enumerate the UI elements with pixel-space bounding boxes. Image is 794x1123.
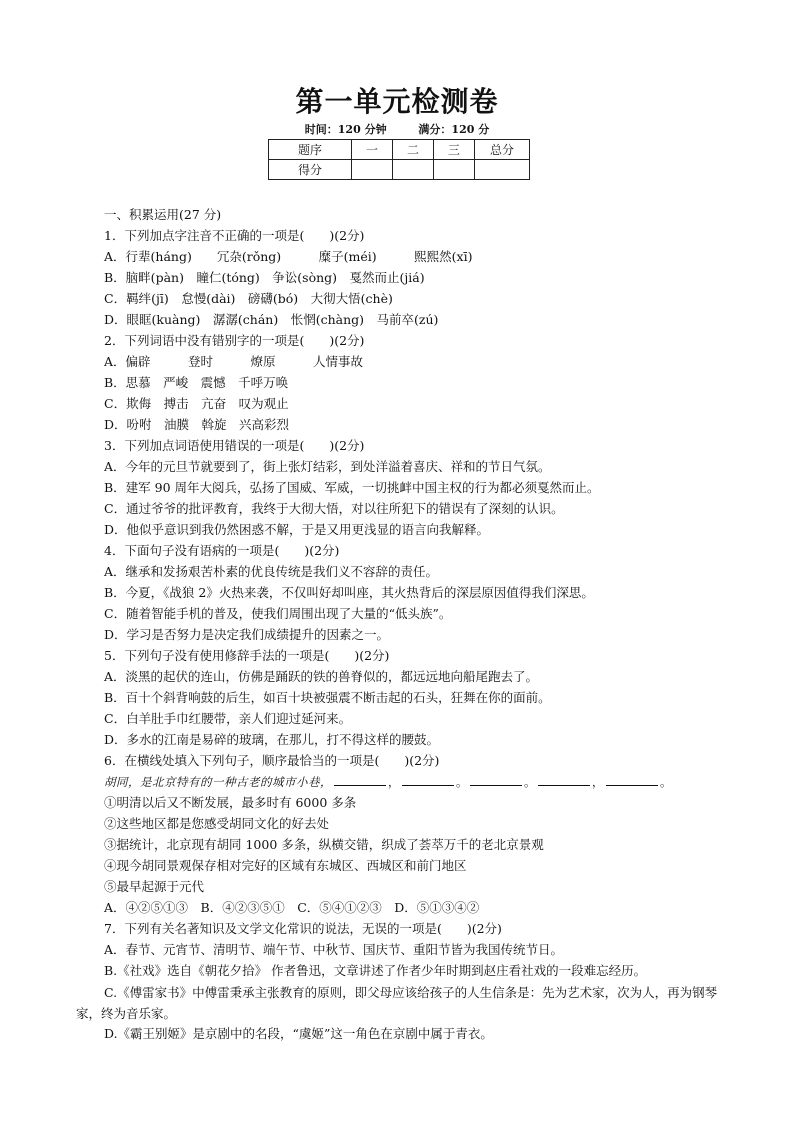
score-cell [393,160,434,180]
page-title: 第一单元检测卷 [295,85,499,118]
question-stem: 4．下面句子没有语病的一项是( )(2分) [104,543,340,558]
question-stem: 3．下列加点词语使用错误的一项是( )(2分) [104,438,365,453]
score-cell [434,160,475,180]
score-cell: 三 [434,140,475,160]
option-b: B．今夏，《战狼 2》火热来袭，不仅叫好却叫座，其火热背后的深层原因值得我们深思。 [104,585,594,600]
option-d: D．学习是否努力是决定我们成绩提升的因素之一。 [104,627,390,642]
option-c: C．通过爷爷的批评教育，我终于大彻大悟，对以往所犯下的错误有了深刻的认识。 [104,501,564,516]
options-row: A．④②⑤①③ B．④②③⑤① C．⑤④①②③ D．⑤①③④② [104,900,480,915]
question-stem: 5．下列句子没有使用修辞手法的一项是( )(2分) [104,648,390,663]
option-c: C．白羊肚手巾红腰带，亲人们迎过延河来。 [104,711,352,726]
option-a: A．今年的元旦节就要到了，街上张灯结彩，到处洋溢着喜庆、祥和的节日气氛。 [104,459,551,474]
question-stem: 2．下列词语中没有错别字的一项是( )(2分) [104,333,365,348]
score-cell: 总分 [475,140,530,160]
option-d: D．他似乎意识到我仍然困惑不解，于是又用更浅显的语言向我解释。 [104,522,490,537]
option-d: D．吩咐 油膜 斡旋 兴高彩烈 [104,417,290,432]
score-table-header-row [269,140,530,160]
option-b: B．百十个斜背响鼓的后生，如百十块被强震不断击起的石头，狂舞在你的面前。 [104,690,551,705]
option-b: B．思慕 严峻 震憾 千呼万唤 [104,375,289,390]
question-stem: 7．下列有关名著知识及文学文化常识的说法，无误的一项是( )(2分) [104,921,502,936]
option-a: A．继承和发扬艰苦朴素的优良传统是我们义不容辞的责任。 [104,564,439,579]
option-a: A．行辈(háng) 冗杂(rǒng) 糜子(méi) 熙熙然(xī) [104,249,473,264]
score-table [268,139,530,180]
option-b: B．建军 90 周年大阅兵，弘扬了国威、军威，一切挑衅中国主权的行为都必须戛然而止。 [104,480,600,495]
question-stem: 1．下列加点字注音不正确的一项是( )(2分) [104,228,365,243]
question-stem: 6．在横线处填入下列句子，顺序最恰当的一项是( )(2分) [104,753,440,768]
option-c: C．欺侮 搏击 亢奋 叹为观止 [104,396,289,411]
option-c: C．随着智能手机的普及，使我们周围出现了大量的“低头族”。 [104,606,452,621]
option-a: A．淡黑的起伏的连山，仿佛是踊跃的铁的兽脊似的，都远远地向船尾跑去了。 [104,669,539,684]
fill-in-passage: 胡同，是北京特有的一种古老的城市小巷， ， 。 。 ， 。 [104,775,672,789]
section-heading: 一、积累运用(27 分) [104,207,222,222]
answer-blank[interactable] [470,773,522,786]
exam-meta [0,121,794,137]
sentence-1: ①明清以后又不断发展，最多时有 6000 多条 [104,795,357,810]
score-cell: 一 [352,140,393,160]
option-b: B．脑畔(pàn) 瞳仁(tóng) 争讼(sòng) 戛然而止(jiá) [104,270,425,285]
score-cell [475,160,530,180]
option-d: D．眼眶(kuàng) 潺潺(chán) 怅惘(chàng) 马前卒(zú) [104,312,439,327]
option-a: A．偏辟 登时 燎原 人情事故 [104,354,364,369]
answer-blank[interactable] [402,773,454,786]
answer-blank[interactable] [538,773,590,786]
sentence-5: ⑤最早起源于元代 [104,879,205,894]
sentence-3: ③据统计，北京现有胡同 1000 多条，纵横交错，织成了荟萃万千的老北京景观 [104,837,544,852]
score-cell: 题序 [269,140,352,160]
time-limit: 时间：120 分钟 [304,123,387,136]
score-cell: 二 [393,140,434,160]
full-score: 满分：120 分 [418,123,490,136]
sentence-2: ②这些地区都是您感受胡同文化的好去处 [104,816,330,831]
score-table-score-row [269,160,530,180]
sentence-4: ④现今胡同景观保存相对完好的区域有东城区、西城区和前门地区 [104,858,467,873]
option-c: C.《傅雷家书》中傅雷秉承主张教育的原则，即父母应该给孩子的人生信条是：先为艺术家，次为人，再为钢琴家，终为音乐家。 [76,985,718,1021]
option-a: A．春节、元宵节、清明节、端午节、中秋节、国庆节、重阳节皆为我国传统节日。 [104,942,564,957]
option-b: B.《社戏》选自《朝花夕拾》 作者鲁迅，文章讲述了作者少年时期到赵庄看社戏的一段难忘经历。 [104,963,647,978]
passage-text: 胡同，是北京特有的一种古老的城市小巷， [104,775,332,789]
score-cell [352,160,393,180]
answer-blank[interactable] [334,773,386,786]
answer-blank[interactable] [606,773,658,786]
option-c: C．羁绊(jī) 怠慢(dài) 磅礴(bó) 大彻大悟(chè) [104,291,393,306]
score-cell: 得分 [269,160,352,180]
option-d: D．多水的江南是易碎的玻璃，在那儿，打不得这样的腰鼓。 [104,732,440,747]
option-d: D.《霸王别姬》是京剧中的名段，“虞姬”这一角色在京剧中属于青衣。 [104,1026,493,1041]
